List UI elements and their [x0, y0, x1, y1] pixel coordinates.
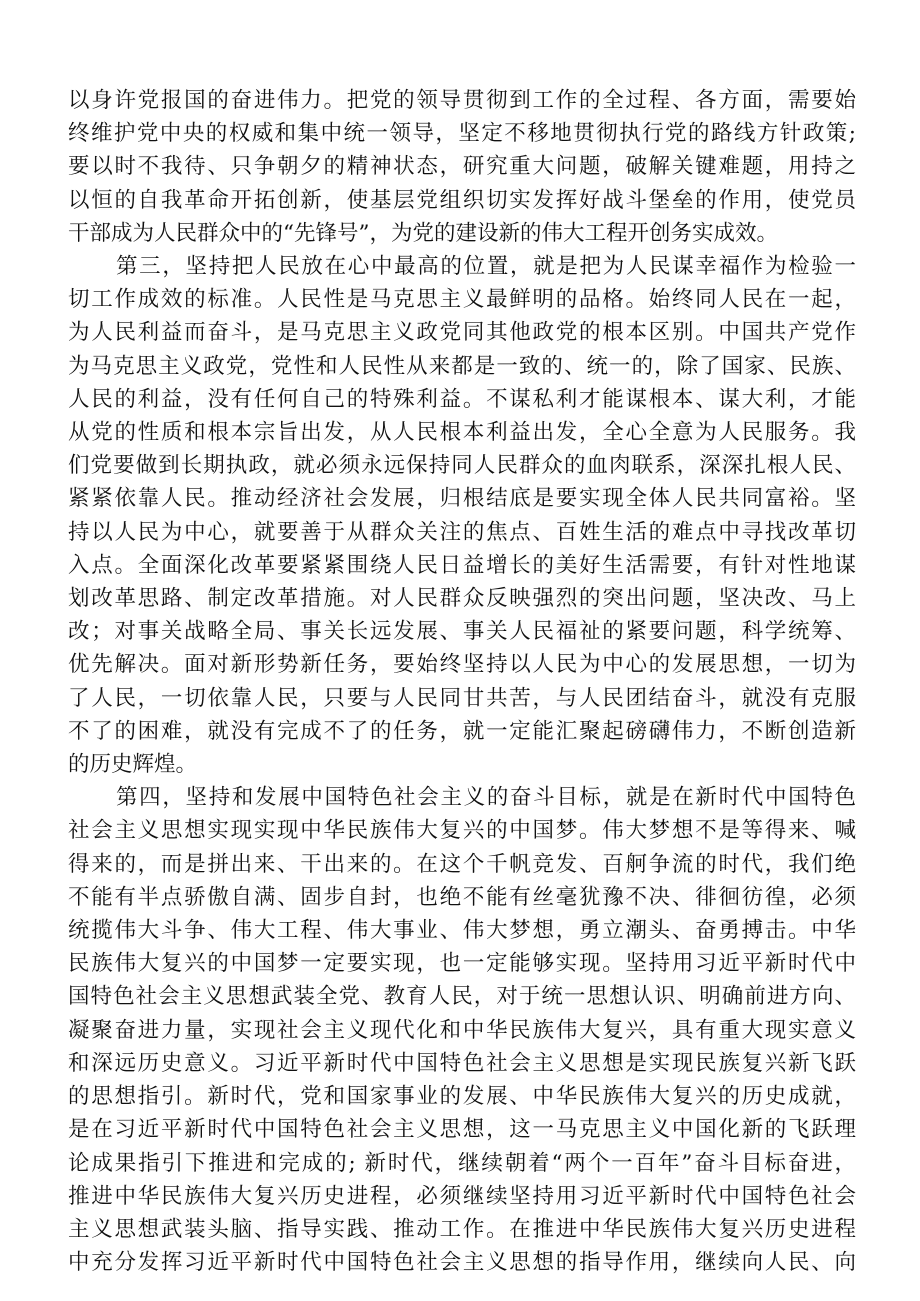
- text-line: 了人民，一切依靠人民，只要与人民同甘共苦，与人民团结奋斗，就没有克服: [68, 685, 856, 711]
- text-line: 终维护党中央的权威和集中统一领导，坚定不移地贯彻执行党的路线方针政策;: [68, 121, 856, 147]
- text-line: 以身许党报国的奋进伟力。把党的领导贯彻到工作的全过程、各方面，需要始: [68, 88, 856, 113]
- text-line: 的历史辉煌。: [68, 752, 198, 778]
- text-line: 切工作成效的标准。人民性是马克思主义最鲜明的品格。始终同人民在一起，: [68, 287, 856, 313]
- text-line: 统揽伟大斗争、伟大工程、伟大事业、伟大梦想，勇立潮头、奋勇搏击。中华: [68, 918, 856, 944]
- text-line: 推进中华民族伟大复兴历史进程，必须继续坚持用习近平新时代中国特色社会: [68, 1183, 856, 1209]
- text-line: 第三，坚持把人民放在心中最高的位置，就是把为人民谋幸福作为检验一: [116, 254, 856, 280]
- text-line: 划改革思路、制定改革措施。对人民群众反映强烈的突出问题，坚决改、马上: [68, 586, 856, 612]
- text-line: 中充分发挥习近平新时代中国特色社会主义思想的指导作用，继续向人民、向: [68, 1250, 856, 1276]
- text-line: 不了的困难，就没有完成不了的任务，就一定能汇聚起磅礴伟力，不断创造新: [68, 718, 856, 744]
- text-line: 得来的，而是拼出来、干出来的。在这个千帆竞发、百舸争流的时代，我们绝: [68, 851, 856, 877]
- text-line: 们党要做到长期执政，就必须永远保持同人民群众的血肉联系，深深扎根人民、: [68, 453, 856, 479]
- text-line: 民族伟大复兴的中国梦一定要实现，也一定能够实现。坚持用习近平新时代中: [68, 951, 856, 977]
- text-line: 国特色社会主义思想武装全党、教育人民，对于统一思想认识、明确前进方向、: [68, 984, 856, 1010]
- text-line: 为马克思主义政党，党性和人民性从来都是一致的、统一的，除了国家、民族、: [68, 353, 856, 379]
- text-line: 入点。全面深化改革要紧紧围绕人民日益增长的美好生活需要，有针对性地谋: [68, 552, 856, 578]
- text-line: 和深远历史意义。习近平新时代中国特色社会主义思想是实现民族复兴新飞跃: [68, 1050, 856, 1076]
- body-text: [68, 84, 856, 1279]
- text-line: 优先解决。面对新形势新任务，要始终坚持以人民为中心的发展思想，一切为: [68, 652, 856, 678]
- text-line: 以恒的自我革命开拓创新，使基层党组织切实发挥好战斗堡垒的作用，使党员: [68, 187, 856, 213]
- text-line: 的思想指引。新时代，党和国家事业的发展、中华民族伟大复兴的历史成就，: [68, 1084, 856, 1110]
- paragraph-third-point: [68, 250, 856, 781]
- text-line: 人民的利益，没有任何自己的特殊利益。不谋私利才能谋根本、谋大利，才能: [68, 386, 856, 412]
- text-line: 为人民利益而奋斗，是马克思主义政党同其他政党的根本区别。中国共产党作: [68, 320, 856, 346]
- text-line: 紧紧依靠人民。推动经济社会发展，归根结底是要实现全体人民共同富裕。坚: [68, 486, 856, 512]
- text-line: 干部成为人民群众中的“先锋号”，为党的建设新的伟大工程开创务实成效。: [68, 220, 778, 246]
- text-line: 第四，坚持和发展中国特色社会主义的奋斗目标，就是在新时代中国特色: [116, 785, 856, 811]
- paragraph-fourth-point: [68, 781, 856, 1279]
- text-line: 从党的性质和根本宗旨出发，从人民根本利益出发，全心全意为人民服务。我: [68, 420, 856, 446]
- paragraph-continuation: [68, 84, 856, 250]
- text-line: 凝聚奋进力量，实现社会主义现代化和中华民族伟大复兴，具有重大现实意义: [68, 1017, 856, 1043]
- text-line: 是在习近平新时代中国特色社会主义思想，这一马克思主义中国化新的飞跃理: [68, 1117, 856, 1143]
- text-line: 改；对事关战略全局、事关长远发展、事关人民福祉的紧要问题，科学统筹、: [68, 619, 856, 645]
- text-line: 社会主义思想实现实现中华民族伟大复兴的中国梦。伟大梦想不是等得来、喊: [68, 818, 856, 844]
- text-line: 不能有半点骄傲自满、固步自封，也绝不能有丝毫犹豫不决、徘徊彷徨，必须: [68, 884, 856, 910]
- text-line: 持以人民为中心，就要善于从群众关注的焦点、百姓生活的难点中寻找改革切: [68, 519, 856, 545]
- text-line: 论成果指引下推进和完成的; 新时代，继续朝着“两个一百年”奋斗目标奋进，: [68, 1150, 856, 1176]
- text-line: 要以时不我待、只争朝夕的精神状态，研究重大问题，破解关键难题，用持之: [68, 154, 856, 180]
- text-line: 主义思想武装头脑、指导实践、推动工作。在推进中华民族伟大复兴历史进程: [68, 1216, 856, 1242]
